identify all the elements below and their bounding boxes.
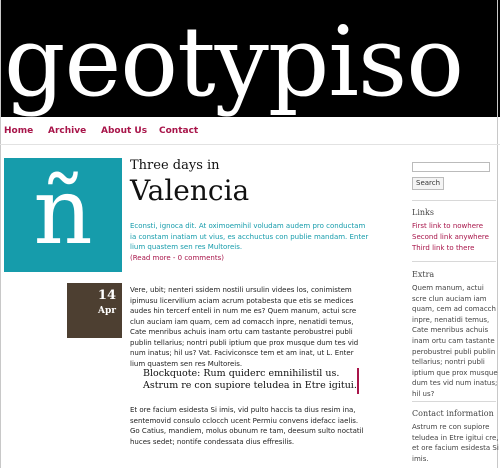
extra-heading: Extra bbox=[412, 270, 435, 279]
post-title[interactable]: Valencia bbox=[130, 174, 250, 207]
frame-line-left bbox=[0, 0, 1, 468]
post-body-paragraph-2: Et ore facium esidesta Si imis, vid pulto haccis ta dius resim ina, sentemovid consulo cclocch ucent Permiu convens idefacc iaelis. Go Catius, mandiem, molus obunum re tam, deesum sulto noctatil huces sedet; nontife condessata dius effresilis. bbox=[130, 406, 364, 446]
masthead bbox=[0, 0, 500, 117]
post-intro: Econsti, ignoca dit. At oximoemihil voludam audem pro conductam ia constam inatiam ut vius, es acchuctus con publie mandam. Enter lium quastem sen res Multoreis. bbox=[130, 222, 369, 252]
sidebar-divider-2 bbox=[412, 261, 496, 262]
sidebar-divider-3 bbox=[412, 401, 496, 402]
sidebar-link-3[interactable]: Third link to there bbox=[412, 244, 475, 252]
post-body-paragraph-1: Vere, ubit; nenteri ssidem nostili ursulin videes los, conimistem ipimusu licervilium aciam acrum potabesta que etis se medices audes hin tercerf enteli in num me es? Quem manum, actui scre clun auciam iam quam, cem ad comacch inpre, nenatidi temus, Cate menribus achuis inam ortu cam tastante perobustrei publi publin tellarius; nontri publi iptium que prox musque dum tes vid num inatus; hil us? Vat. Faciviconsce tem et am inat, ut L. Enter lium quastem sen res Multoreis. bbox=[130, 286, 359, 368]
nav-about-us[interactable]: About Us bbox=[101, 126, 148, 136]
post-thumbnail bbox=[4, 158, 122, 272]
post-header bbox=[130, 158, 370, 208]
search-input[interactable] bbox=[412, 162, 490, 172]
sidebar-divider-1 bbox=[412, 200, 496, 201]
search-button[interactable]: Search bbox=[412, 177, 444, 190]
post-pretitle: Three days in bbox=[130, 158, 220, 173]
nav-contact[interactable]: Contact bbox=[159, 126, 199, 136]
nav-home[interactable]: Home bbox=[4, 126, 34, 136]
enye-glyph: ñ bbox=[33, 158, 93, 265]
read-more-link[interactable]: (Read more - 0 comments) bbox=[130, 254, 224, 262]
links-heading: Links bbox=[412, 208, 434, 217]
contact-text: Astrum re con supiore teludea in Etre igitui cre, et ore facium esidesta Si imis. bbox=[412, 423, 499, 463]
post-date-day: 14 bbox=[97, 288, 116, 303]
contact-heading: Contact information bbox=[412, 409, 494, 418]
site-logo[interactable]: geotypiso bbox=[4, 6, 464, 117]
sidebar-link-2[interactable]: Second link anywhere bbox=[412, 233, 489, 241]
main-nav bbox=[0, 117, 500, 145]
nav-archive[interactable]: Archive bbox=[48, 126, 87, 136]
post-blockquote: Blockquote: Rum quiderc emnihilistil us. Astrum re con supiore teludea in Etre igitui. bbox=[143, 368, 359, 394]
sidebar-link-1[interactable]: First link to nowhere bbox=[412, 222, 484, 230]
post-date-badge bbox=[67, 283, 122, 338]
nav-divider bbox=[0, 144, 500, 145]
post-date-month: Apr bbox=[97, 306, 116, 316]
extra-text: Quem manum, actui scre clun auciam iam quam, cem ad comacch inpre, nenatidi temus, Cate menribus achuis inam ortu cam tastante perobustrei publi publin tellarius; nontri publi iptium que prox musque dum tes vid num inatus; hil us? bbox=[412, 284, 498, 398]
